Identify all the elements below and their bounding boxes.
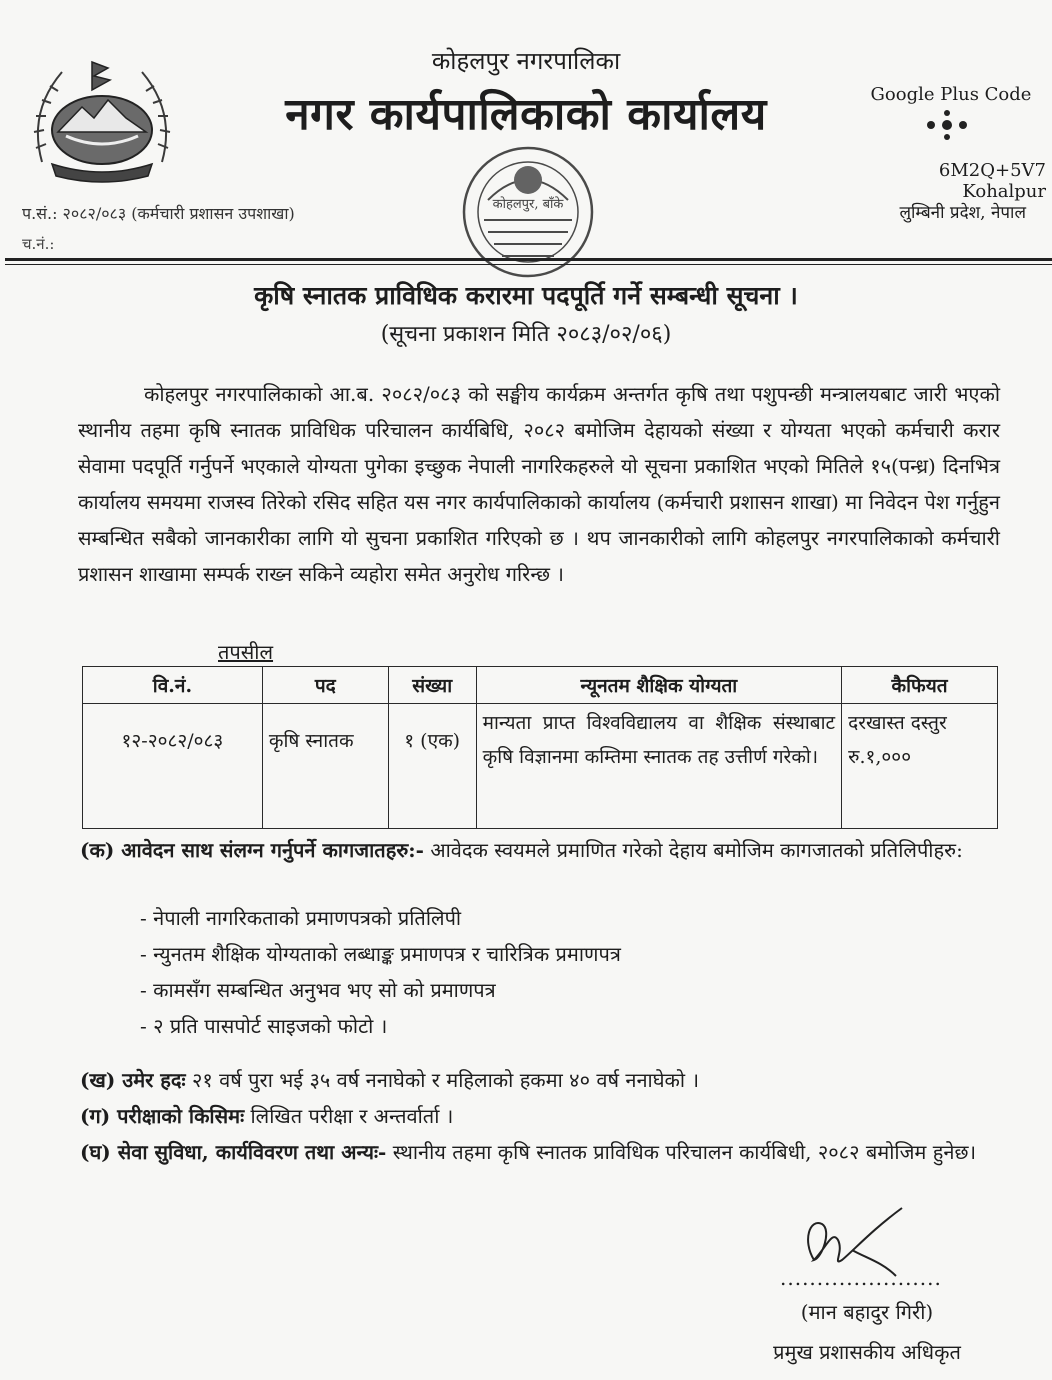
plus-code-icon	[924, 108, 970, 142]
table-caption: तपसील	[218, 640, 274, 664]
list-item: - नेपाली नागरिकताको प्रमाणपत्रको प्रतिलिपी	[140, 906, 462, 930]
section-kha	[80, 1062, 1002, 1098]
section-ka	[80, 832, 1002, 868]
cell-remarks: दरखास्त दस्तुर रु.१,०००	[842, 704, 998, 829]
signature-line: ......................	[780, 1266, 942, 1290]
section-ga-text: लिखित परीक्षा र अन्तर्वार्ता ।	[250, 1104, 454, 1128]
cell-qualification: मान्यता प्राप्त विश्वविद्यालय वा शैक्षिक संस्थाबाट कृषि विज्ञानमा कम्तिमा स्नातक तह उत्तीर्ण गरेको।	[476, 704, 841, 829]
section-ka-label: (क) आवेदन साथ संलग्न गर्नुपर्ने कागजातहरु:-	[80, 838, 424, 862]
header-divider-thin	[5, 264, 1052, 265]
municipality-name: कोहलपुर नगरपालिका	[431, 47, 621, 75]
list-item: - न्युनतम शैक्षिक योग्यताको लब्धाङ्क प्रमाणपत्र र चारित्रिक प्रमाणपत्र	[140, 942, 621, 966]
cell-serial: १२-२०८२/०८३	[83, 704, 263, 829]
section-kha-label: (ख) उमेर हदः	[80, 1068, 186, 1092]
header-divider-thick	[5, 258, 1052, 261]
section-kha-text: २१ वर्ष पुरा भई ३५ वर्ष ननाघेको र महिलाको हकमा ४० वर्ष ननाघेको ।	[191, 1068, 700, 1092]
header-post: पद	[262, 667, 388, 704]
section-gha	[80, 1134, 1002, 1170]
stamp-text: कोहलपुर, बाँके	[492, 197, 564, 212]
header-count: संख्या	[388, 667, 476, 704]
notice-heading: कृषि स्नातक प्राविधिक करारमा पदपूर्ति गर्ने सम्बन्धी सूचना ।	[254, 281, 798, 310]
signatory-title: प्रमुख प्रशासकीय अधिकृत	[773, 1340, 961, 1364]
cell-count: १ (एक)	[388, 704, 476, 829]
dispatch-number: च.नं.:	[22, 235, 55, 253]
google-plus-code-label: Google Plus Code	[870, 84, 1032, 105]
signatory-name: (मान बहादुर गिरी)	[800, 1300, 934, 1324]
section-ka-text: आवेदक स्वयमले प्रमाणित गरेको देहाय बमोजिम कागजातको प्रतिलिपीहरु:	[430, 838, 963, 862]
header-serial: वि.नं.	[83, 667, 263, 704]
header-qualification: न्यूनतम शैक्षिक योग्यता	[476, 667, 841, 704]
required-documents-list	[140, 900, 621, 1044]
section-gha-text: स्थानीय तहमा कृषि स्नातक प्राविधिक परिचालन कार्यबिधी, २०८२ बमोजिम हुनेछ।	[392, 1140, 977, 1164]
cell-post: कृषि स्नातक	[262, 704, 388, 829]
province-address: लुम्बिनी प्रदेश, नेपाल	[899, 203, 1026, 223]
section-ga-label: (ग) परीक्षाको किसिमः	[80, 1104, 245, 1128]
section-ga	[80, 1098, 1002, 1134]
header-remarks: कैफियत	[842, 667, 998, 704]
table-header-row	[83, 667, 998, 704]
publication-date: (सूचना प्रकाशन मिति २०८३/०२/०६)	[380, 322, 672, 347]
section-gha-label: (घ) सेवा सुविधा, कार्यविवरण तथा अन्यः-	[80, 1140, 387, 1164]
reference-number: प.सं.: २०८२/०८३ (कर्मचारी प्रशासन उपशाखा)	[22, 204, 295, 223]
office-title: नगर कार्यपालिकाको कार्यालय	[285, 89, 767, 140]
vacancy-table	[82, 666, 998, 829]
google-plus-code: 6M2Q+5V7 Kohalpur	[938, 160, 1046, 202]
list-item: - २ प्रति पासपोर्ट साइजको फोटो ।	[140, 1014, 388, 1038]
table-row	[83, 704, 998, 829]
list-item: - कामसँग सम्बन्धित अनुभव भए सो को प्रमाणपत्र	[140, 978, 496, 1002]
notice-body: कोहलपुर नगरपालिकाको आ.ब. २०८२/०८३ को सङ्घीय कार्यक्रम अन्तर्गत कृषि तथा पशुपन्छी मन्त्रालयबाट जारी भएको स्थानीय तहमा कृषि स्नातक प्राविधिक परिचालन कार्यबिधि, २०८२ बमोजिम देहायको संख्या र योग्यता भएको कर्मचारी करार सेवामा पदपूर्ति गर्नुपर्ने भएकाले योग्यता पुगेका इच्छुक नेपाली नागरिकहरुले यो सूचना प्रकाशित भएको मितिले १५(पन्ध्र) दिनभित्र कार्यालय समयमा राजस्व तिरेको रसिद सहित यस नगर कार्यपालिकाको कार्यालय (कर्मचारी प्रशासन शाखा) मा निवेदन पेश गर्नुहुन सम्बन्धित सबैको जानकारीका लागि यो सुचना प्रकाशित गरिएको छ । थप जानकारीको लागि कोहलपुर नगरपालिकाको कर्मचारी प्रशासन शाखामा सम्पर्क राख्न सकिने व्यहोरा समेत अनुरोध गरिन्छ ।	[78, 382, 1000, 586]
